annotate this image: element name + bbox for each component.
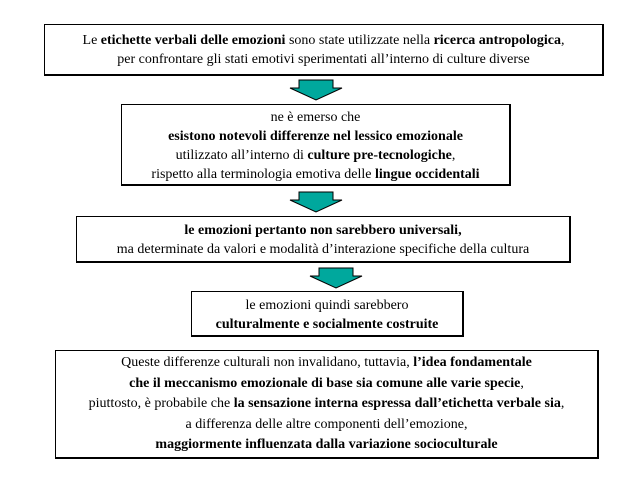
box-emozioni-non-universali <box>76 216 571 263</box>
box5-line1: Queste differenze culturali non invalidano, tuttavia, l’idea fondamentale <box>121 355 532 370</box>
box3-line2: ma determinate da valori e modalità d’interazione specifiche della cultura <box>116 242 530 257</box>
box-conclusione <box>55 350 599 459</box>
box4-line2: culturalmente e socialmente costruite <box>215 317 439 332</box>
box1-line2: per confrontare gli stati emotivi sperimentati all’interno di culture diverse <box>117 52 530 67</box>
down-arrow-icon-1 <box>289 79 343 101</box>
box-emozioni-costruite <box>191 291 464 337</box>
box5-line2: che il meccanismo emozionale di base sia comune alle varie specie, <box>129 375 524 391</box>
box2-line4: rispetto alla terminologia emotiva delle lingue occidentali <box>151 167 480 182</box>
box3-line1: le emozioni pertanto non sarebbero universali, <box>184 223 462 238</box>
box5-line4: a differenza delle altre componenti dell’emozione, <box>185 416 468 432</box>
down-arrow-icon-2 <box>289 191 343 213</box>
box1-line1: Le etichette verbali delle emozioni sono state utilizzate nella ricerca antropologica, <box>82 33 565 48</box>
box-ricerca-antropologica <box>44 24 604 76</box>
box4-line1: le emozioni quindi sarebbero <box>245 298 409 313</box>
down-arrow-icon-3 <box>309 267 363 289</box>
box5-line5: maggiormente influenzata dalla variazione socioculturale <box>155 437 498 452</box>
box-differenze-lessico <box>121 104 511 186</box>
box5-line3: piuttosto, è probabile che la sensazione interna espressa dall’etichetta verbale sia, <box>88 396 565 411</box>
box2-line1: ne è emerso che <box>270 110 361 125</box>
box2-line3: utilizzato all’interno di culture pre-tecnologiche, <box>175 148 456 163</box>
box2-line2: esistono notevoli differenze nel lessico emozionale <box>168 129 463 144</box>
